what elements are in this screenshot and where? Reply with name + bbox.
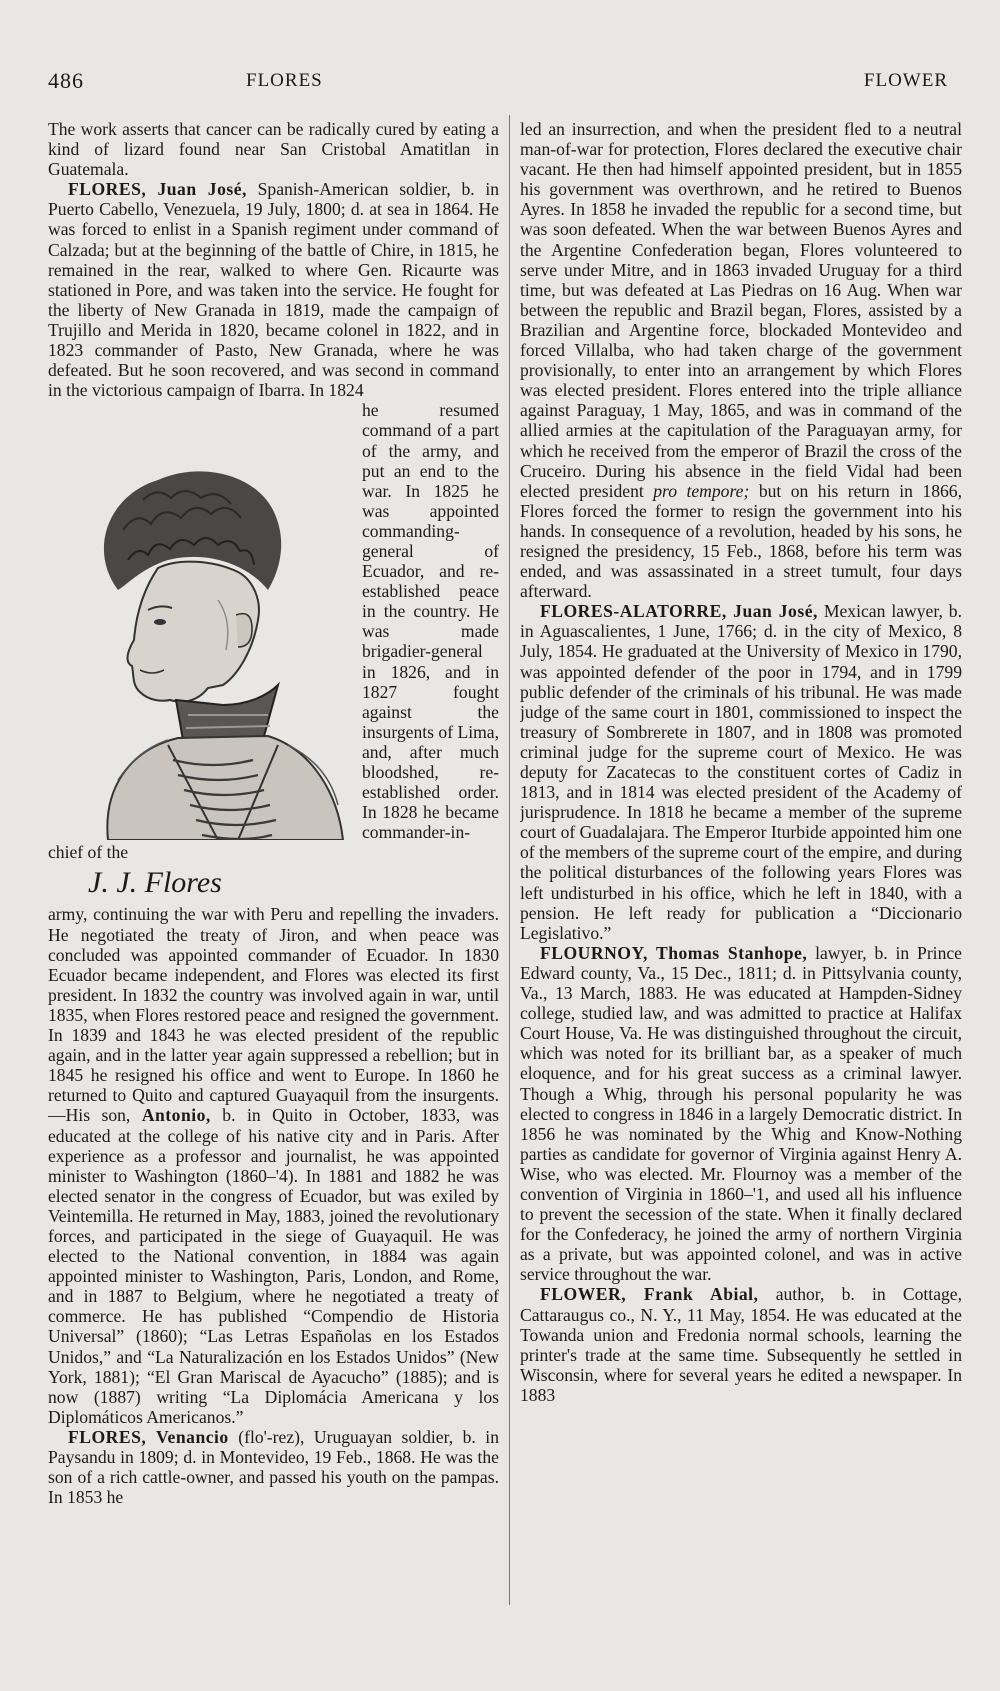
entry-headword: FLOURNOY, Thomas Stanhope,: [540, 942, 808, 963]
column-divider: [509, 115, 510, 1605]
page-number: 486: [48, 68, 84, 93]
entry-flores-juan-jose: [48, 179, 499, 400]
entry-text-beside-portrait: he resumed command of a part of the army, and put an end to the war. In 1825 he was appointed commanding-general of Ecuador, and re-established peace in the country. He was made brigadier-general in 1826, and in 1827 fought against the insurgents of Lima, and, after much bloodshed, re-established order. In 1828 he became commander-in-chief of the: [48, 400, 499, 863]
entry-text: (flo'-rez), Uruguayan soldier, b. in Paysandu in 1809; d. in Montevideo, 19 Feb., 1868. He was the son of a rich cattle-owner, and passed his youth on the pampas. In 1853 he: [48, 1426, 499, 1508]
italic-phrase: pro tempore;: [653, 480, 750, 501]
entry-text: Mexican lawyer, b. in Aguascalientes, 1 June, 1766; d. in the city of Mexico, 8 July, 1854. He graduated at the University of Mexico in 1790, was appointed defender of the poor in 1794, and in 1799 public defender of the criminals of his tribunal. He was made judge of the same court in 1801, commissioned to inspect the treasury of Sombrerete in 1807, and in 1808 was promoted criminal judge for the supreme court of Mexico. He was deputy for Zacatecas to the constituent cortes of Cadiz in 1813, and in 1814 was elected president of the Academy of jurisprudence. In 1818 he became a member of the supreme court of Guadalajara. The Emperor Iturbide appointed him one of the members of the supreme court of the empire, and during the political disturbances of the following years Flores was left undisturbed in his office, which he left in 1840, with a pension. He left ready for publication a “Diccionario Legislativo.”: [520, 601, 962, 943]
entry-headword: FLORES-ALATORRE, Juan José,: [540, 601, 818, 622]
portrait-engraving: [48, 400, 348, 840]
portrait-of-flores: [48, 400, 348, 840]
entry-headword: FLOWER, Frank Abial,: [540, 1284, 759, 1305]
entry-text: author, b. in Cottage, Cattaraugus co., N. Y., 11 May, 1854. He was educated at the Towanda union and Fredonia normal schools, learning the printer's trade at the same time. Subsequently he settled in Wisconsin, where for several years he edited a newspaper. In 1883: [520, 1284, 962, 1405]
portrait-signature: J. J. Flores: [88, 866, 222, 900]
entry-text: lawyer, b. in Prince Edward county, Va., 15 Dec., 1811; d. in Pittsylvania county, Va., 13 March, 1883. He was educated at Hampden-Sidney college, studied law, and was admitted to practice at Halifax Court House, Va. He was distinguished throughout the circuit, which was noted for its brilliant bar, as a speaker of much eloquence, and for his great success as a criminal lawyer. Though a Whig, through his personal popularity he was elected to congress in 1846 in a largely Democratic district. In 1856 he was nominated by the Whig and Know-Nothing parties as candidate for governor of Virginia against Henry A. Wise, who was elected. Mr. Flournoy was a member of the convention of Virginia in 1860–'1, and used all his influence to prevent the secession of the state. When it finally declared for the Confederacy, he joined the army of northern Virginia as a private, but was appointed colonel, and was in active service throughout the war.: [520, 942, 962, 1285]
lizard-cure-paragraph: The work asserts that cancer can be radically cured by eating a kind of lizard found near San Cristobal Amatitlan in Guatemala.: [48, 119, 499, 180]
left-running-title: FLORES: [246, 70, 323, 91]
entry-text-after-portrait: army, continuing the war with Peru and repelling the invaders. He negotiated the treaty of Jiron, and when peace was concluded was appointed commander of Ecuador. In 1830 Ecuador became independent, and Flores was elected its first president. In 1832 the country was involved again in war, until 1835, when Flores restored peace and resigned the government. In 1839 and 1843 he was elected president of the republic again, and in the latter year again suppressed a rebellion; but in 1845 he resigned his office and went to Europe. In 1860 he returned to Quito and captured Guayaquil from the insurgents.—His son, Antonio, b. in Quito in October, 1833, was educated at the college of his native city and in Paris. After experience as a professor and journalist, he was appointed minister to Washington (1860–'4). In 1881 and 1882 he was elected senator in the congress of Ecuador, but was exiled by Veintemilla. He returned in May, 1883, joined the revolutionary forces, and participated in the siege of Guayaquil. He was elected to the National convention, in 1884 was again appointed minister to Washington, Paris, London, and Rome, and in 1887 to Belgium, where he negotiated a treaty of commerce. He has published “Compendio de Historia Universal” (1860); “Las Letras Españolas en los Estados Unidos,” and “La Naturalización en los Estados Unidos” (New York, 1881); “El Gran Mariscal de Ayacucho” (1885); and is now (1887) writing “La Diplomácia Americana y los Diplomáticos Americanos.”: [48, 904, 499, 1427]
entry-headword: FLORES, Venancio: [68, 1426, 229, 1447]
entry-text: Spanish-American soldier, b. in Puerto Cabello, Venezuela, 19 July, 1800; d. at sea in 1864. He was forced to enlist in a Spanish regiment under command of Calzada; but at the beginning of the battle of Chire, in 1815, he remained in the rear, walked to where Gen. Ricaurte was stationed in Pore, and was taken into the service. He fought for the liberty of New Granada in 1819, made the campaign of Trujillo and Merida in 1820, became colonel in 1822, and in 1823 commander of Pasto, New Granada, where he was defeated. But he soon recovered, and was second in command in the victorious campaign of Ibarra. In 1824: [48, 179, 499, 401]
entry-flournoy: [520, 943, 962, 1285]
running-head: [48, 68, 948, 98]
entry-flores-alatorre: [520, 601, 962, 943]
left-column: [48, 119, 499, 1659]
right-column: [520, 119, 962, 1659]
entry-headword: FLORES, Juan José,: [68, 179, 247, 200]
venancio-continuation: led an insurrection, and when the president fled to a neutral man-of-war for protection, Flores declared the executive chair vacant. He then had himself appointed president, but in 1855 his government was overthrown, and he retired to Buenos Ayres. In 1858 he invaded the republic for a second time, but was soon defeated. When the war between Buenos Ayres and the Argentine Confederation began, Flores volunteered to serve under Mitre, and in 1863 invaded Uruguay for a third time, but was defeated at Las Piedras on 16 Aug. When war between the republic and Brazil began, Flores, assisted by a Brazilian and Argentine force, blockaded Montevideo and forced Villalba, who had taken charge of the government provisionally, to enter into an arrangement by which Flores was elected president. Flores entered into the triple alliance against Paraguay, 1 May, 1865, and was in command of the allied armies at the capitulation of the Paraguayan army, for which he received from the emperor of Brazil the cross of the Cruceiro. During his absence in the field Vidal had been elected president pro tempore; but on his return in 1866, Flores forced the former to resign the government into his hands. In consequence of a revolution, headed by his sons, he resigned the presidency, 15 Feb., 1868, before his term was ended, and was assassinated in a street tumult, four days afterward.: [520, 119, 962, 602]
right-running-title: FLOWER: [863, 70, 948, 91]
entry-flower: [520, 1284, 962, 1405]
entry-flores-venancio: [48, 1427, 499, 1507]
son-name: Antonio,: [141, 1105, 211, 1126]
